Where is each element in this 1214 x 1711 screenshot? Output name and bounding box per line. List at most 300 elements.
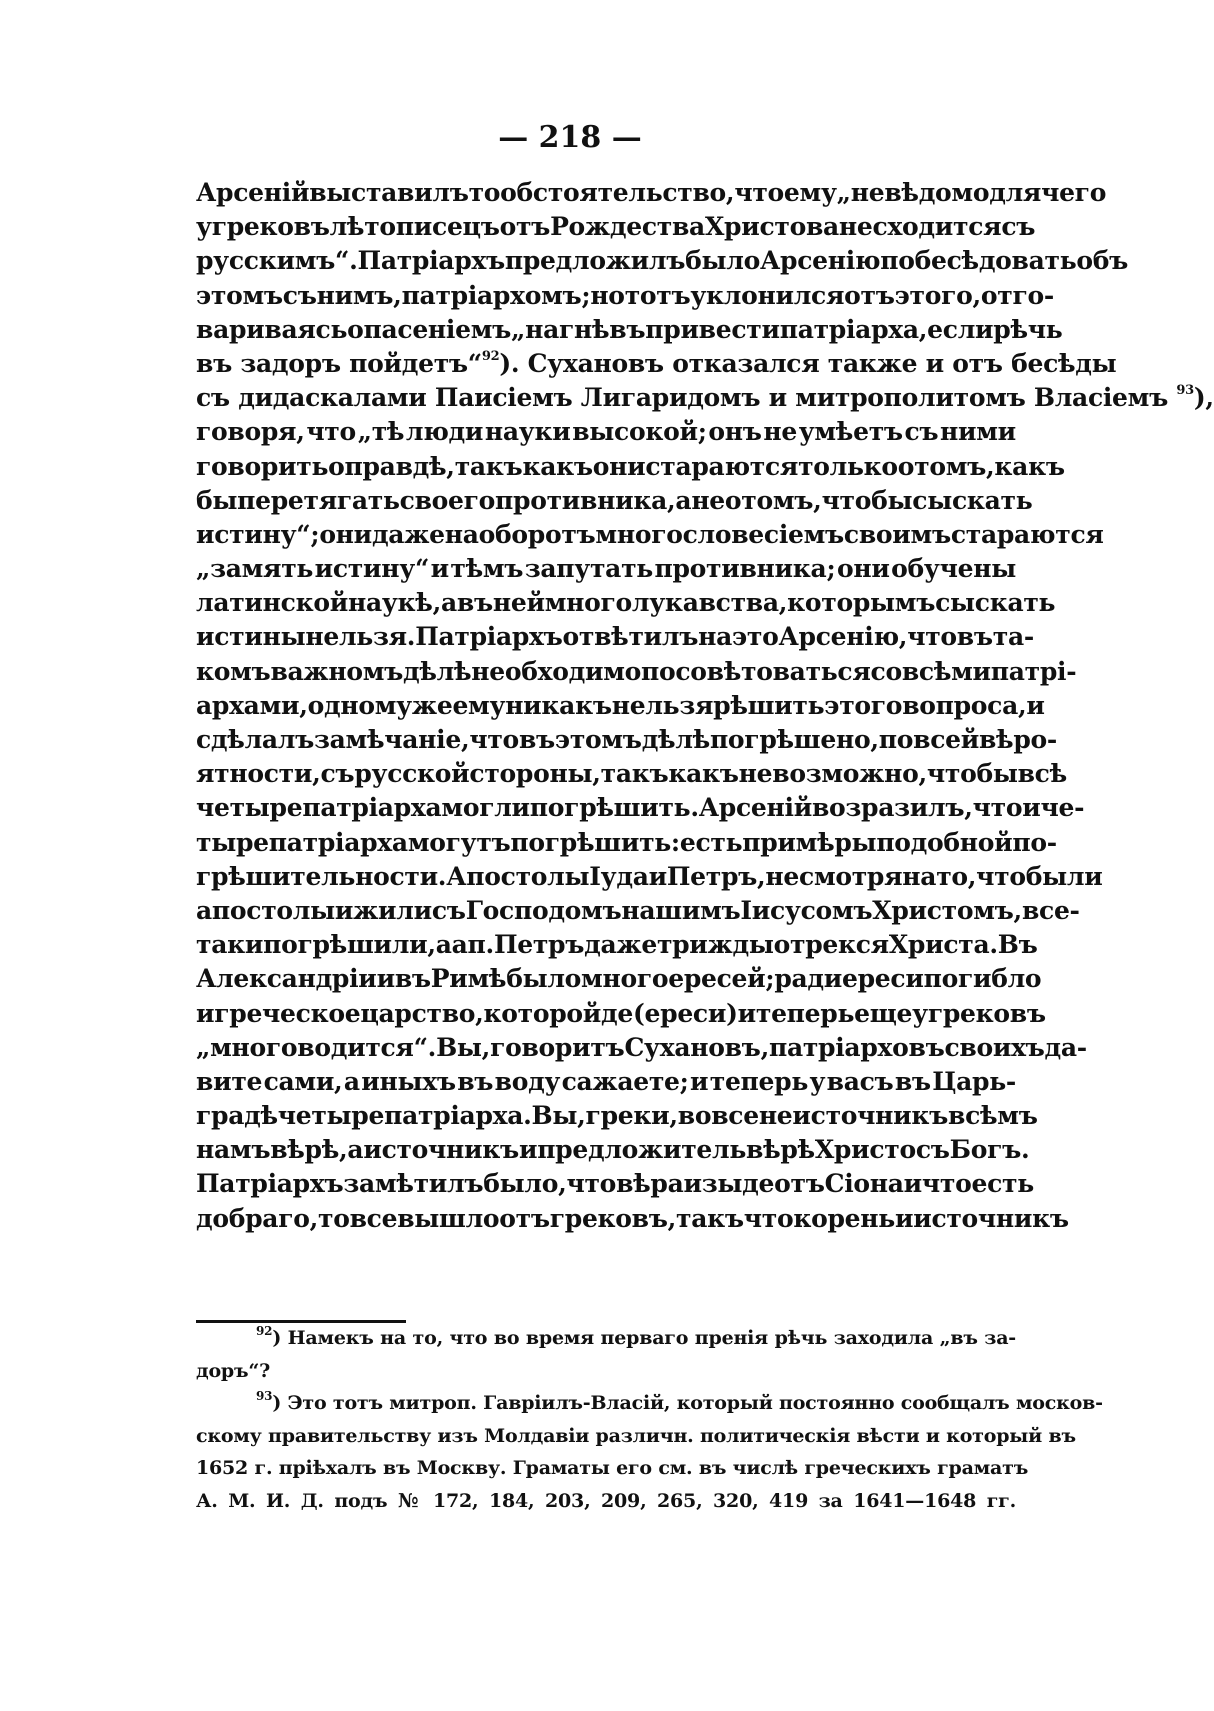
word: истину“ <box>314 554 430 584</box>
word: много <box>581 964 669 994</box>
word: этого <box>824 690 903 720</box>
text-line <box>196 210 1036 244</box>
word: подобной <box>876 827 1013 857</box>
word: лукавства, <box>631 588 788 618</box>
word: было, <box>483 1169 567 1199</box>
word: четыре <box>277 1101 385 1131</box>
word: гнѣвъ <box>559 314 646 344</box>
text-line <box>196 484 1033 518</box>
word: четыре <box>196 793 303 823</box>
word: а <box>441 588 457 618</box>
word: и <box>1026 690 1045 720</box>
word: воду <box>494 1066 561 1096</box>
word: невозможно, <box>738 759 927 789</box>
word: объ <box>1076 246 1129 276</box>
text-line <box>196 894 1080 928</box>
word: сыскать <box>935 588 1056 618</box>
word: ними <box>940 417 1016 447</box>
page-number: — 218 — <box>498 120 642 155</box>
word: у <box>912 998 928 1028</box>
word: царство, <box>360 998 484 1028</box>
text-line <box>196 1236 1016 1270</box>
word: Патріархъ <box>196 1169 344 1199</box>
line-segment <box>196 347 1117 381</box>
word: иныхъ <box>361 1066 456 1096</box>
text-line <box>196 962 1042 996</box>
word: рѣчь <box>993 314 1063 344</box>
word: противника, <box>495 485 676 515</box>
line-segment-rest: ). Сухановъ отказался также и отъ бесѣды <box>499 348 1117 378</box>
word: тыре <box>196 827 269 857</box>
word: дѣлѣ <box>641 725 710 754</box>
word: говоря, <box>196 417 305 447</box>
word: сходится <box>872 212 1002 242</box>
word: и <box>1022 793 1041 823</box>
word: посовѣтоваться <box>641 656 871 686</box>
text-line <box>196 1065 1016 1099</box>
text-line <box>196 1031 1087 1065</box>
word: всѣ <box>1017 759 1067 789</box>
word: ятности, <box>196 759 321 789</box>
text-line <box>196 1167 1034 1201</box>
word: Христа. <box>888 930 998 960</box>
word: обстоятельство, <box>500 178 735 207</box>
word: нимъ, <box>316 280 402 310</box>
word: съ <box>1001 212 1036 242</box>
word: и <box>648 861 667 891</box>
word: что <box>469 725 519 754</box>
word: отъ <box>499 212 551 242</box>
word: только <box>798 451 898 481</box>
word: архами, <box>196 690 308 720</box>
footnote-text: А. М. И. Д. подъ № 172, 184, 203, 209, 265, 320, 419 за 1641—1648 гг. <box>196 1489 1016 1512</box>
word: и <box>894 1203 914 1233</box>
word: по- <box>1012 827 1057 857</box>
text-line <box>196 689 1045 723</box>
word: „много <box>196 1032 298 1062</box>
text-line <box>196 313 1063 347</box>
word: такъ <box>676 1203 744 1233</box>
word: градѣ <box>196 1101 278 1131</box>
word: чтобы <box>926 759 1018 789</box>
word: такъ <box>600 759 669 789</box>
word: стараются <box>645 451 799 481</box>
word: сыскать <box>912 485 1033 515</box>
text-line <box>196 1099 1038 1133</box>
line-segment <box>196 381 1214 415</box>
word: не <box>763 417 797 447</box>
word: вѣрѣ, <box>270 1135 348 1165</box>
word: этого, <box>894 280 981 310</box>
word: Сухановъ, <box>624 1032 769 1062</box>
word: Арсеній <box>196 178 310 207</box>
word: Апостолы <box>446 861 590 891</box>
footnote-text: скому правительству изъ Молдавіи различн. политическія вѣсти и который въ <box>196 1424 1076 1447</box>
word: съ <box>431 895 466 925</box>
word: русскимъ“. <box>196 246 358 276</box>
footnote-line <box>196 1485 1016 1518</box>
word: все- <box>1021 895 1080 925</box>
word: несмотря <box>765 861 903 891</box>
word: и <box>196 998 215 1028</box>
word: томъ, <box>741 485 822 515</box>
word: у <box>809 1066 826 1096</box>
word: отъ <box>844 280 895 310</box>
word: патрі- <box>990 656 1077 686</box>
word: Въ <box>997 930 1038 960</box>
word: погибло <box>923 964 1042 994</box>
word: для <box>989 178 1042 207</box>
word: отвѣтилъ <box>562 622 699 652</box>
word: Вы, <box>436 1032 491 1062</box>
word: Римѣ <box>430 964 507 994</box>
word: побесѣдовать <box>880 246 1077 276</box>
word: Патріархъ <box>415 622 563 652</box>
word: что <box>566 1169 617 1199</box>
word: же <box>411 690 453 720</box>
text-line <box>196 791 1085 825</box>
word: съ <box>320 759 355 789</box>
word: многословесіемъ <box>595 519 844 549</box>
word: съ <box>904 417 939 447</box>
word: что <box>306 417 356 447</box>
word: тѣмъ <box>450 554 524 584</box>
word: погрѣшили, <box>263 930 436 960</box>
word: сдѣлалъ <box>196 725 314 754</box>
footnote-ref-92[interactable]: 92 <box>481 348 500 364</box>
word: что <box>921 1169 972 1199</box>
word: въ <box>457 1066 494 1096</box>
word: и <box>903 1169 922 1199</box>
word: истину“; <box>196 519 320 549</box>
word: они <box>836 554 890 584</box>
word: чего <box>1041 178 1107 207</box>
word: Рождества <box>550 212 705 242</box>
word: русской <box>354 759 470 789</box>
text-line <box>196 860 1103 894</box>
footnote-text: ) Это тотъ митроп. Гавріилъ-Власій, который постоянно сообщалъ москов- <box>272 1392 1103 1414</box>
footnote-mark-93: 93 <box>256 1389 273 1403</box>
word: что <box>743 1203 794 1233</box>
word: а <box>343 1066 360 1096</box>
word: погрѣшить. <box>529 793 699 823</box>
word: перетягать <box>237 485 400 515</box>
text-line <box>196 518 1104 552</box>
word: этомъ <box>554 725 642 754</box>
word: если <box>927 314 994 344</box>
text-line-footnote-92 <box>196 347 1117 381</box>
word: нашимъ <box>621 895 741 925</box>
word: и <box>334 895 354 925</box>
word: ради <box>774 964 843 994</box>
word: выставилъ <box>309 178 469 207</box>
word: правдѣ, <box>344 451 455 481</box>
word: намъ <box>196 1135 271 1165</box>
word: о <box>328 451 345 481</box>
word: отъ <box>499 1203 550 1233</box>
word: своихъ <box>944 1032 1045 1062</box>
word: комъ <box>196 656 271 686</box>
word: могутъ <box>407 827 511 857</box>
word: апостолы <box>196 895 335 925</box>
word: что <box>972 793 1023 823</box>
word: и <box>376 964 395 994</box>
word: они <box>319 519 372 549</box>
word: это <box>732 622 779 652</box>
text-line <box>196 928 1038 962</box>
word: источникъ <box>363 1135 519 1165</box>
word: наукѣ, <box>347 588 441 618</box>
word: онъ <box>708 417 762 447</box>
word: та- <box>992 622 1034 652</box>
text-line <box>196 415 1016 449</box>
word: стороны, <box>469 759 601 789</box>
word: „невѣдомо <box>836 178 990 207</box>
word: Христова <box>704 212 839 242</box>
word: Патріархъ <box>357 246 505 276</box>
word: „тѣ <box>357 417 405 447</box>
word: то, <box>936 861 977 891</box>
text-line <box>196 997 1046 1031</box>
word: этомъ <box>196 280 283 310</box>
word: говорить <box>196 451 329 481</box>
word: на <box>698 622 732 652</box>
word: рѣшить <box>713 690 825 720</box>
word: вите <box>196 1066 263 1096</box>
footnote-line <box>196 1355 1016 1388</box>
word: ереси <box>842 964 924 994</box>
word: такъ <box>454 451 523 481</box>
word: латинской <box>196 588 348 618</box>
word: всѣми <box>901 656 991 686</box>
word: много <box>544 588 632 618</box>
word: изыде <box>683 1169 775 1199</box>
word: одному <box>307 690 412 720</box>
word: (ереси) <box>633 998 738 1028</box>
word: сажаете; <box>561 1066 689 1096</box>
word: теперь <box>709 1066 808 1096</box>
word: вѣро- <box>978 725 1057 754</box>
word: добраго, <box>196 1203 318 1233</box>
word: Христомъ, <box>872 895 1022 925</box>
word: есть <box>971 1169 1034 1199</box>
word: по <box>878 725 914 754</box>
word: грѣшительности. <box>196 861 447 891</box>
word: предложилъ <box>504 246 686 276</box>
footnote-93 <box>196 1387 1103 1420</box>
word: всей <box>913 725 979 754</box>
word: „замять <box>196 554 314 584</box>
word: да- <box>1044 1032 1087 1062</box>
word: тотъ <box>624 280 691 310</box>
word: вѣрѣ <box>746 1135 815 1165</box>
text-line <box>196 279 1054 313</box>
word: Петръ, <box>666 861 766 891</box>
word: дѣлѣ <box>403 656 472 686</box>
line-segment-rest: ), <box>1193 383 1214 413</box>
word: но <box>590 280 625 310</box>
word: даже <box>371 519 445 549</box>
word: корень <box>793 1203 895 1233</box>
word: ап. <box>451 930 494 960</box>
footnote-text: ) Намекъ на то, что во время перваго пренія рѣчь заходила „въ за- <box>272 1327 1016 1349</box>
word: высокой; <box>572 417 707 447</box>
text-line <box>196 826 1057 860</box>
word: предложитель <box>537 1135 747 1165</box>
footnote-line <box>196 1452 1029 1485</box>
word: бы <box>196 485 238 515</box>
word: есть <box>679 827 743 857</box>
word: привести <box>645 314 780 344</box>
word: необходимо <box>471 656 642 686</box>
word: никакъ <box>505 690 612 720</box>
footnote-line <box>196 1420 1076 1453</box>
word: на <box>902 861 937 891</box>
word: а <box>435 930 452 960</box>
word: вопроса, <box>902 690 1027 720</box>
word: что <box>976 861 1026 891</box>
word: патріарха. <box>384 1101 532 1131</box>
footnote-mark-92: 92 <box>256 1324 273 1338</box>
word: васъ <box>826 1066 894 1096</box>
word: теперь <box>755 998 855 1028</box>
text-line <box>196 723 1057 757</box>
footnotes <box>196 1322 1103 1517</box>
word: водится“. <box>297 1032 437 1062</box>
word: что <box>734 178 784 207</box>
word: Вы, <box>531 1101 586 1131</box>
text-line <box>196 244 1129 278</box>
text-line <box>196 620 1034 654</box>
word: въ <box>518 725 555 754</box>
word: погрѣшено, <box>709 725 879 754</box>
word: греки, <box>585 1101 678 1131</box>
word: вышло <box>397 1203 500 1233</box>
word: что <box>907 622 957 652</box>
word: Александріи <box>196 964 377 994</box>
word: возразилъ, <box>811 793 973 823</box>
word: они <box>592 451 646 481</box>
word: какъ <box>994 451 1065 481</box>
word: источникъ <box>792 1101 949 1131</box>
word: вариваясь <box>196 314 348 344</box>
text-line <box>196 1202 1069 1236</box>
word: отъ <box>774 1169 825 1199</box>
word: Богъ. <box>949 1135 1030 1165</box>
word: то <box>318 1203 350 1233</box>
word: то <box>468 178 501 207</box>
word: противника; <box>654 554 836 584</box>
word: ней <box>492 588 545 618</box>
word: уклонился <box>690 280 845 310</box>
word: лѣтописецъ <box>329 212 500 242</box>
word: а <box>675 485 692 515</box>
line-segment-text: съ дидаскалами Паисіемъ Лигаридомъ и митрополитомъ Власіемъ <box>196 383 1168 413</box>
word: не <box>838 212 873 242</box>
word: Арсенію <box>759 246 881 276</box>
word: все <box>349 1203 398 1233</box>
word: могли <box>441 793 530 823</box>
word: даже <box>584 930 657 960</box>
body-text <box>196 176 1214 1270</box>
word: и <box>737 998 756 1028</box>
word: какъ <box>522 451 593 481</box>
word: вѣра <box>616 1169 684 1199</box>
word: томъ, <box>914 451 995 481</box>
text-line <box>196 552 1016 586</box>
word: патріархомъ; <box>401 280 591 310</box>
footnote-text: 1652 г. пріѣхалъ въ Москву. Граматы его см. въ числѣ греческихъ граматъ <box>196 1457 1029 1479</box>
word: которой <box>483 998 602 1028</box>
word: ему <box>783 178 837 207</box>
word: Іисусомъ <box>740 895 873 925</box>
line-segment-text: въ задоръ пойдетъ“ <box>196 348 482 378</box>
word: нельзя <box>611 690 714 720</box>
word: стараются <box>950 519 1104 549</box>
word: не <box>691 485 725 515</box>
word: въ <box>456 588 493 618</box>
word: съ <box>282 280 317 310</box>
word: было <box>685 246 760 276</box>
word: вовсе <box>677 1101 759 1131</box>
word: говоритъ <box>490 1032 625 1062</box>
word: умѣетъ <box>798 417 903 447</box>
word: и <box>430 554 449 584</box>
word: грековъ <box>927 998 1046 1028</box>
word: патріарха <box>302 793 442 823</box>
word: въ <box>894 1066 931 1096</box>
word: де <box>601 998 634 1028</box>
word: науки <box>484 417 571 447</box>
word: всѣмъ <box>948 1101 1038 1131</box>
word: было <box>506 964 582 994</box>
text-line <box>196 655 1077 689</box>
word: и <box>518 1135 538 1165</box>
word: истины <box>196 622 306 652</box>
word: у <box>196 212 212 242</box>
word: опасеніемъ <box>347 314 512 344</box>
word: были <box>1025 861 1103 891</box>
word: обучены <box>891 554 1016 584</box>
word: патріарха <box>268 827 408 857</box>
word: ересей; <box>668 964 775 994</box>
word: Господомъ <box>465 895 622 925</box>
word: со <box>870 656 902 686</box>
word: Арсенію, <box>778 622 908 652</box>
word: отрекся <box>773 930 889 960</box>
word: замѣтилъ <box>343 1169 484 1199</box>
word: патріарха, <box>779 314 928 344</box>
footnote-text: доръ“? <box>196 1359 271 1382</box>
word: не <box>758 1101 793 1131</box>
word: своего <box>399 485 496 515</box>
word: своимъ <box>843 519 951 549</box>
text-line <box>196 757 1067 791</box>
word: трижды <box>656 930 774 960</box>
word: грековъ <box>211 212 330 242</box>
footnote-ref-93[interactable]: 93 <box>1176 382 1194 398</box>
word: Христосъ <box>814 1135 950 1165</box>
word: таки <box>196 930 264 960</box>
text-line <box>196 1133 1030 1167</box>
word: Петръ <box>493 930 585 960</box>
word: патріарховъ <box>768 1032 945 1062</box>
word: Царь- <box>932 1066 1016 1096</box>
word: важномъ <box>270 656 404 686</box>
text-line-footnote-93 <box>196 381 1214 415</box>
word: „на <box>511 314 560 344</box>
word: Арсеній <box>698 793 812 823</box>
